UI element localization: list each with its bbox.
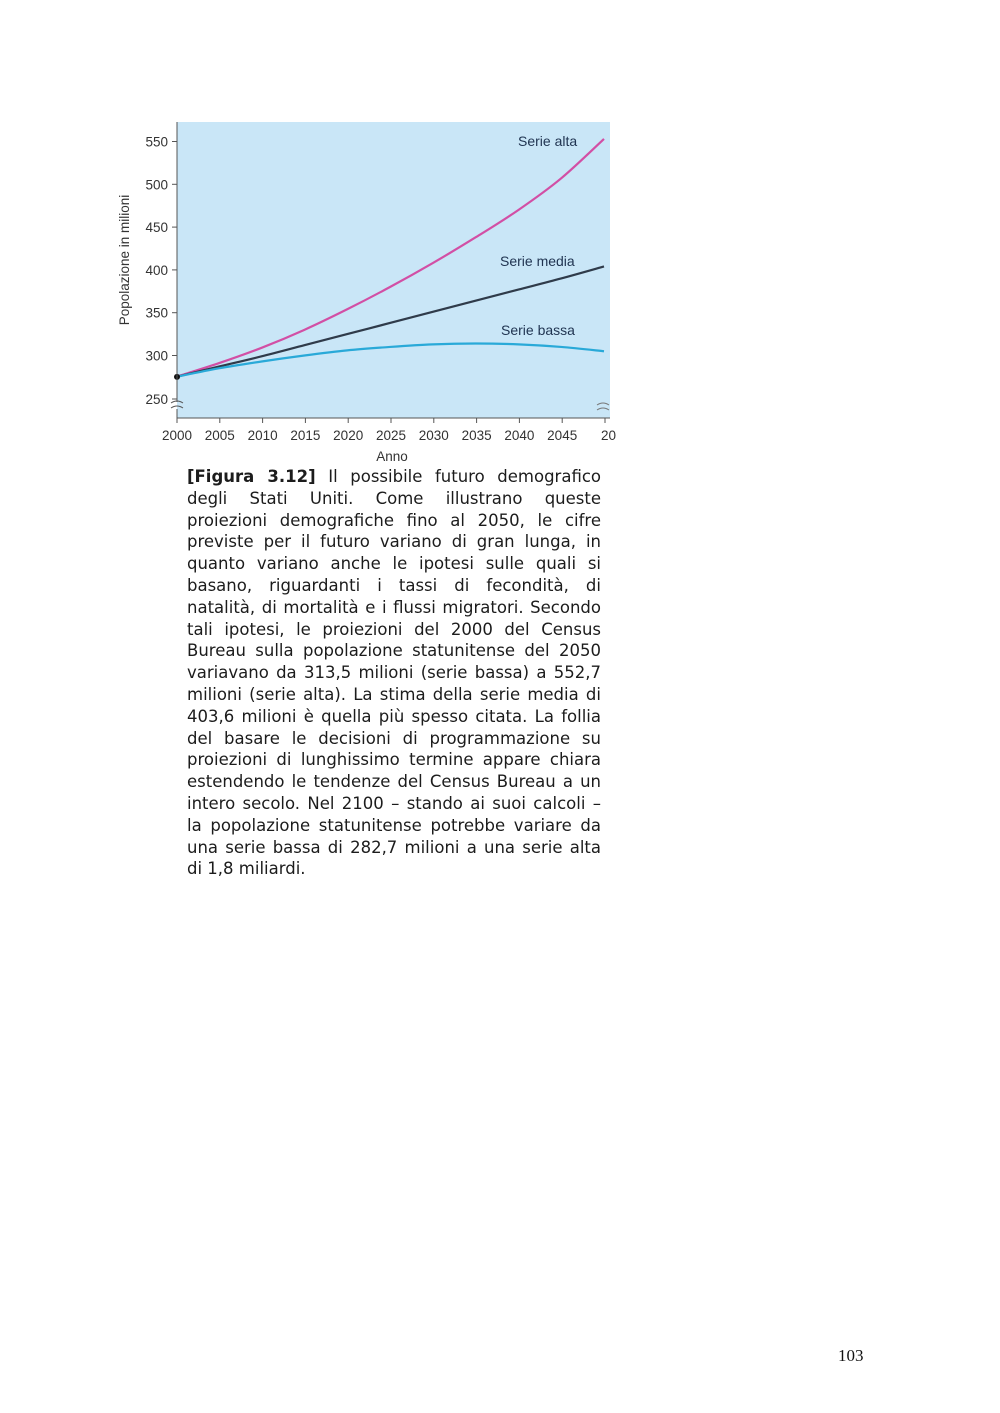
y-tick-label: 300 xyxy=(145,348,168,364)
x-tick-label: 2010 xyxy=(247,428,278,443)
x-tick-label: 2020 xyxy=(333,428,364,443)
y-tick-label: 500 xyxy=(145,177,168,193)
y-tick-label: 400 xyxy=(145,262,168,278)
figure-caption xyxy=(187,466,601,880)
population-chart xyxy=(110,112,617,472)
x-tick-label: 2030 xyxy=(418,428,449,443)
y-axis-label: Popolazione in milioni xyxy=(117,194,132,326)
y-tick-label: 550 xyxy=(145,134,168,150)
x-tick-label: 2040 xyxy=(504,428,535,443)
caption-text: Il possibile futuro demografico degli Stati Uniti. Come illustrano queste proiezioni demografiche fino al 2050, le cifre previste per il futuro variano di gran lunga, in quanto variano anche le ipotesi sulle quali si basano, riguardanti i tassi di fecondità, di natalità, di mortalità e i flussi migratori. Secondo tali ipotesi, le proiezioni del 2000 del Census Bureau sulla popolazione statunitense del 2050 variavano da 313,5 milioni (serie bassa) a 552,7 milioni (serie alta). La stima della serie media di 403,6 milioni è quella più spesso citata. La follia del basare le decisioni di programmazione su proiezioni di lunghissimo termine appare chiara estendendo le tendenze del Census Bureau a un intero secolo. Nel 2100 – stando ai suoi calcoli – la popolazione statunitense potrebbe variare da una serie bassa di 282,7 milioni a una serie alta di 1,8 miliardi. xyxy=(187,467,602,879)
x-tick-label: 2015 xyxy=(290,428,321,443)
x-axis-ticks xyxy=(162,418,616,443)
x-tick-label: 20 xyxy=(601,428,617,443)
figure-label: [Figura 3.12] xyxy=(187,467,316,486)
page-number: 103 xyxy=(838,1346,864,1365)
series-label-serie-bassa: Serie bassa xyxy=(501,322,575,338)
x-tick-label: 2025 xyxy=(375,428,407,443)
x-tick-label: 2005 xyxy=(204,428,235,443)
x-axis-label: Anno xyxy=(376,449,408,464)
y-tick-label: 250 xyxy=(145,392,168,407)
series-label-serie-alta: Serie alta xyxy=(518,133,578,149)
y-tick-label: 450 xyxy=(145,220,168,236)
population-chart-svg xyxy=(110,112,617,472)
y-tick-label: 350 xyxy=(145,305,168,321)
x-tick-label: 2045 xyxy=(547,428,578,443)
x-tick-label: 2035 xyxy=(461,428,492,443)
series-label-serie-media: Serie media xyxy=(500,253,575,269)
plot-background xyxy=(177,122,610,418)
y-axis-ticks xyxy=(145,135,177,408)
x-tick-label: 2000 xyxy=(161,428,193,443)
